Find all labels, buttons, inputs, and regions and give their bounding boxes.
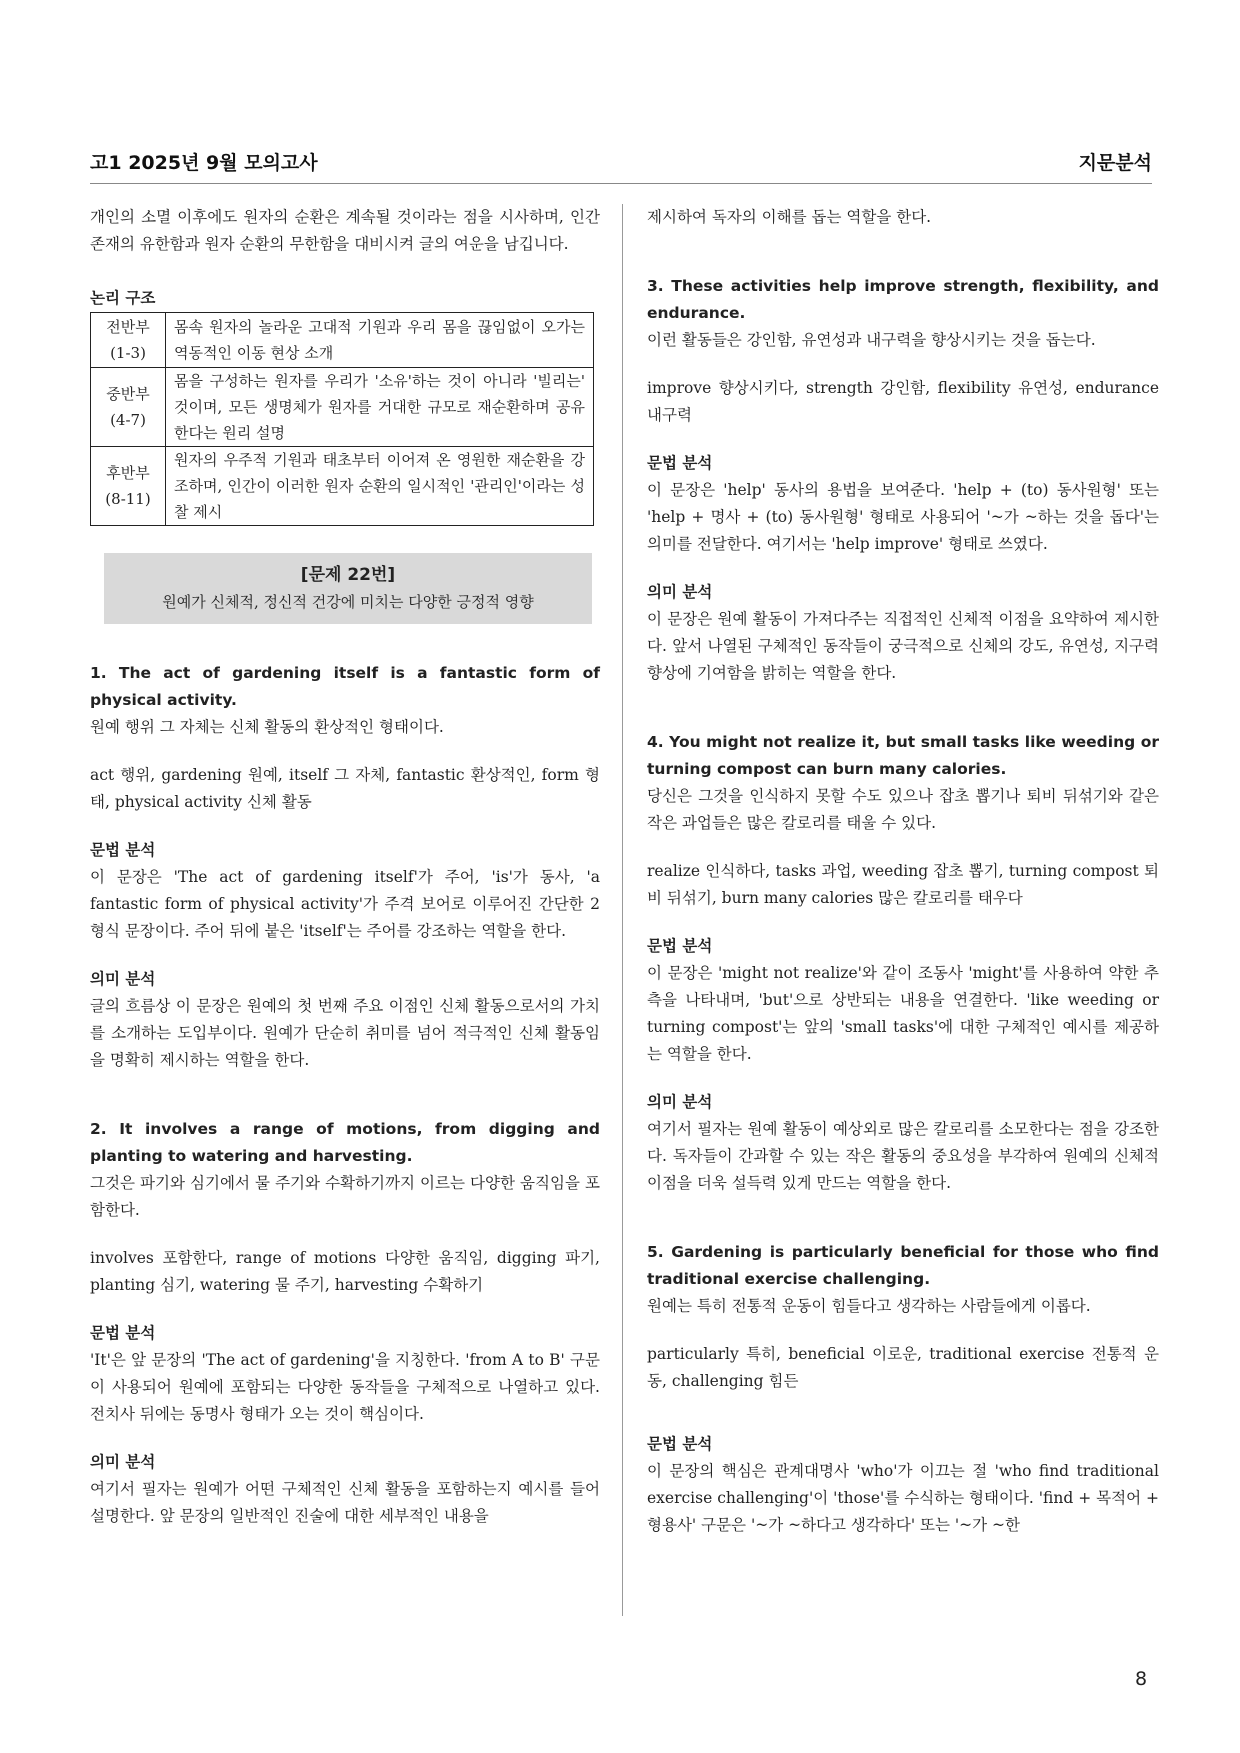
table-row [91,368,594,447]
sentence-3-meaning: 이 문장은 원예 활동이 가져다주는 직접적인 신체적 이점을 요약하여 제시한다. 앞서 나열된 구체적인 동작들이 궁극적으로 신체의 강도, 유연성, 지구력 향상에 기여함을 밝히는 역할을 한다. [647,610,1159,682]
sentence-2-meaning: 여기서 필자는 원예가 어떤 구체적인 신체 활동을 포함하는지 예시를 들어 설명한다. 앞 문장의 일반적인 진술에 대한 세부적인 내용을 [90,1480,600,1525]
sentence-1-vocab: act 행위, gardening 원예, itself 그 자체, fantastic 환상적인, form 형태, physical activity 신체 활동 [90,766,600,811]
sentence-4-grammar: 이 문장은 'might not realize'와 같이 조동사 'might'를 사용하여 약한 추측을 나타내며, 'but'으로 상반되는 내용을 연결한다. 'like weeding or turning compost'는 앞의 'small tasks'에 대한 구체적인 예시를 제공하는 역할을 한다. [647,964,1159,1063]
sentence-4-english: 4. You might not realize it, but small tasks like weeding or turning compost can burn many calories. [647,733,1159,778]
grammar-heading: 문법 분석 [647,454,713,472]
sentence-1-english: 1. The act of gardening itself is a fantastic form of physical activity. [90,664,600,709]
sentence-3-english: 3. These activities help improve strength, flexibility, and endurance. [647,277,1159,322]
page-number: 8 [1135,1668,1148,1690]
question-title: [문제 22번] [300,565,396,585]
section-label: 지문분석 [1078,152,1152,174]
question-banner [104,553,592,624]
row-text: 몸속 원자의 놀라운 고대적 기원과 우리 몸을 끊임없이 오가는 역동적인 이동 현상 소개 [166,313,594,368]
sentence-5-grammar: 이 문장의 핵심은 관계대명사 'who'가 이끄는 절 'who find traditional exercise challenging'이 'those'를 수식하는 형태이다. 'find + 목적어 + 형용사' 구문은 '~가 ~하다고 생각하다' 또는 '~가 ~한 [647,1462,1159,1534]
grammar-heading: 문법 분석 [647,937,713,955]
page-header [90,148,1152,184]
grammar-heading: 문법 분석 [90,1324,156,1342]
sentence-4-korean: 당신은 그것을 인식하지 못할 수도 있으나 잡초 뽑기나 퇴비 뒤섞기와 같은 작은 과업들은 많은 칼로리를 태울 수 있다. [647,787,1159,832]
row-text: 원자의 우주적 기원과 태초부터 이어져 온 영원한 재순환을 강조하며, 인간이 이러한 원자 순환의 일시적인 '관리인'이라는 성찰 제시 [166,447,594,526]
row-text: 몸을 구성하는 원자를 우리가 '소유'하는 것이 아니라 '빌리는' 것이며, 모든 생명체가 원자를 거대한 규모로 재순환하며 공유한다는 원리 설명 [166,368,594,447]
row-label: 후반부 (8-11) [91,447,166,526]
sentence-5-korean: 원예는 특히 전통적 운동이 힘들다고 생각하는 사람들에게 이롭다. [647,1297,1091,1315]
sentence-1-grammar: 이 문장은 'The act of gardening itself'가 주어, 'is'가 동사, 'a fantastic form of physical activity'가 주격 보어로 이루어진 간단한 2형식 문장이다. 주어 뒤에 붙은 'itself'는 주어를 강조하는 역할을 한다. [90,868,600,940]
sentence-3-grammar: 이 문장은 'help' 동사의 용법을 보여준다. 'help + (to) 동사원형' 또는 'help + 명사 + (to) 동사원형' 형태로 사용되어 '~가 ~하는 것을 돕다'는 의미를 전달한다. 여기서는 'help improve' 형태로 쓰였다. [647,481,1159,553]
meaning-heading: 의미 분석 [90,1453,156,1471]
grammar-heading: 문법 분석 [90,841,156,859]
sentence-3-vocab: improve 향상시키다, strength 강인함, flexibility 유연성, endurance 내구력 [647,379,1159,424]
meaning-heading: 의미 분석 [647,1093,713,1111]
logic-structure-heading: 논리 구조 [90,289,156,307]
sentence-2-vocab: involves 포함한다, range of motions 다양한 움직임, digging 파기, planting 심기, watering 물 주기, harvesting 수확하기 [90,1249,600,1294]
sentence-5-english: 5. Gardening is particularly beneficial for those who find traditional exercise challenging. [647,1243,1159,1288]
meaning-heading: 의미 분석 [647,583,713,601]
column-divider [622,204,623,1616]
exam-title: 고1 2025년 9월 모의고사 [90,152,318,174]
row-label: 전반부 (1-3) [91,313,166,368]
sentence-3-korean: 이런 활동들은 강인함, 유연성과 내구력을 향상시키는 것을 돕는다. [647,331,1096,349]
meaning-heading: 의미 분석 [90,970,156,988]
grammar-heading: 문법 분석 [647,1435,713,1453]
right-column [647,204,1159,1539]
sentence-4-meaning: 여기서 필자는 원예 활동이 예상외로 많은 칼로리를 소모한다는 점을 강조한다. 독자들이 간과할 수 있는 작은 활동의 중요성을 부각하여 원예의 신체적 이점을 더욱 설득력 있게 만드는 역할을 한다. [647,1120,1159,1192]
row-label: 중반부 (4-7) [91,368,166,447]
table-row [91,447,594,526]
sentence-2-english: 2. It involves a range of motions, from digging and planting to watering and harvesting. [90,1120,600,1165]
logic-structure-table [90,312,594,526]
intro-paragraph: 개인의 소멸 이후에도 원자의 순환은 계속될 것이라는 점을 시사하며, 인간 존재의 유한함과 원자 순환의 무한함을 대비시켜 글의 여운을 남깁니다. [90,208,600,253]
sentence-2-grammar: 'It'은 앞 문장의 'The act of gardening'을 지칭한다. 'from A to B' 구문이 사용되어 원예에 포함되는 다양한 동작들을 구체적으로 나열하고 있다. 전치사 뒤에는 동명사 형태가 오는 것이 핵심이다. [90,1351,600,1423]
sentence-5-vocab: particularly 특히, beneficial 이로운, traditional exercise 전통적 운동, challenging 힘든 [647,1345,1159,1390]
continued-paragraph: 제시하여 독자의 이해를 돕는 역할을 한다. [647,208,932,226]
sentence-2-korean: 그것은 파기와 심기에서 물 주기와 수확하기까지 이르는 다양한 움직임을 포함한다. [90,1174,600,1219]
left-column [90,204,600,1530]
question-subtitle: 원예가 신체적, 정신적 건강에 미치는 다양한 긍정적 영향 [162,593,534,611]
sentence-1-meaning: 글의 흐름상 이 문장은 원예의 첫 번째 주요 이점인 신체 활동으로서의 가치를 소개하는 도입부이다. 원예가 단순히 취미를 넘어 적극적인 신체 활동임을 명확히 제시하는 역할을 한다. [90,997,600,1069]
table-row [91,313,594,368]
sentence-1-korean: 원예 행위 그 자체는 신체 활동의 환상적인 형태이다. [90,718,444,736]
sentence-4-vocab: realize 인식하다, tasks 과업, weeding 잡초 뽑기, turning compost 퇴비 뒤섞기, burn many calories 많은 칼로리를 태우다 [647,862,1159,907]
